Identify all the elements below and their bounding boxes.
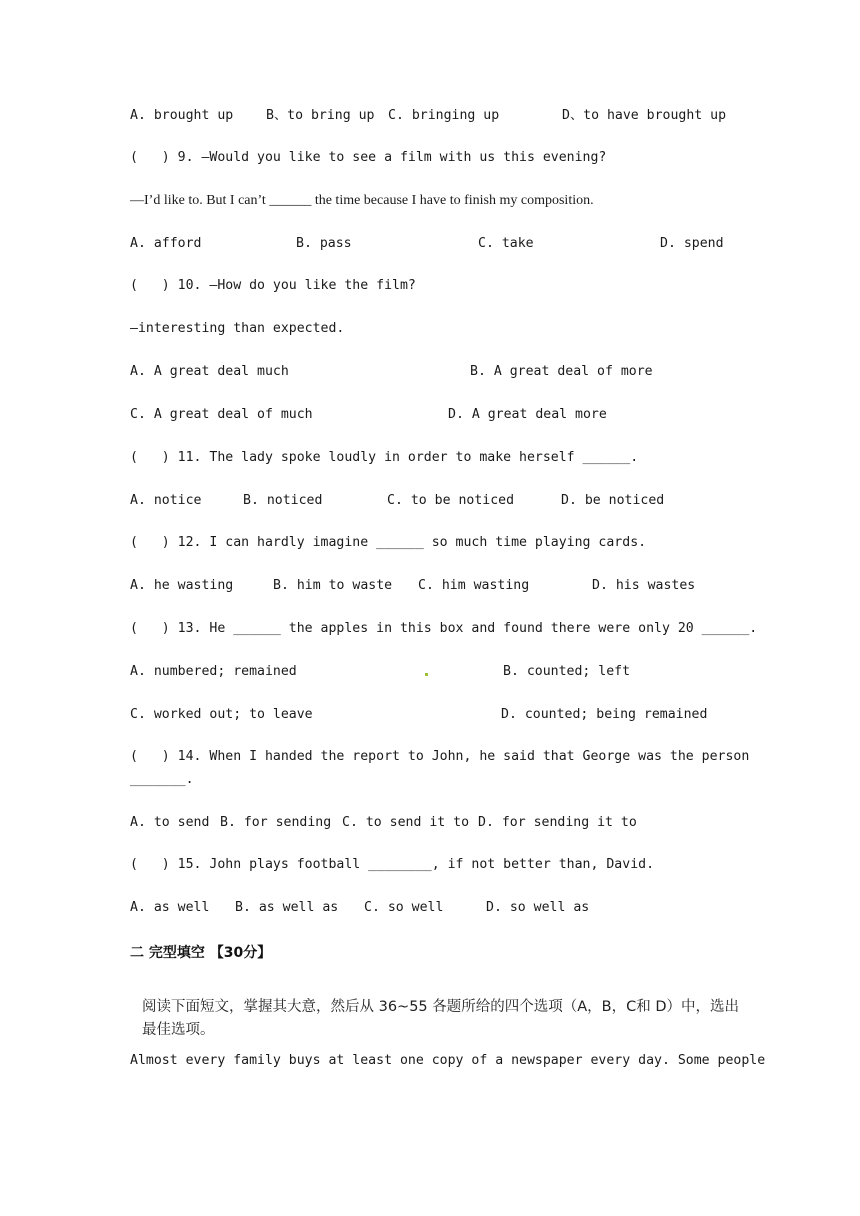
q15-option-c: C. so well	[364, 900, 444, 915]
q12-stem: ( ) 12. I can hardly imagine ______ so much time playing cards.	[130, 535, 647, 550]
q11-option-c: C. to be noticed	[387, 493, 515, 508]
q14-stem: ( ) 14. When I handed the report to John, he said that George was the person	[130, 749, 750, 764]
q9-option-b: B. pass	[296, 236, 352, 251]
q11-stem: ( ) 11. The lady spoke loudly in order to make herself ______.	[130, 450, 639, 465]
q14-stem-continued: _______.	[130, 772, 194, 787]
q10-option-a: A. A great deal much	[130, 364, 289, 379]
q10-option-c: C. A great deal of much	[130, 407, 313, 422]
q13-option-d: D. counted; being remained	[501, 707, 708, 722]
q9-stem: ( ) 9. —Would you like to see a film with us this evening?	[130, 150, 607, 165]
q10-reply: —interesting than expected.	[130, 321, 345, 336]
stray-dot	[425, 673, 428, 676]
q14-option-d: D. for sending it to	[478, 815, 637, 830]
q9-option-c: C. take	[478, 236, 534, 251]
q9-reply: —I’d like to. But I can’t ______ the time because I have to finish my composition.	[130, 193, 594, 208]
q10-option-d: D. A great deal more	[448, 407, 607, 422]
q12-option-d: D. his wastes	[592, 578, 696, 593]
q10-stem: ( ) 10. —How do you like the film?	[130, 278, 416, 293]
section-instruction: 阅读下面短文，掌握其大意，然后从 36~55 各题所给的四个选项（A，B，C和 D）中，选出最佳选项。	[142, 999, 740, 1038]
q13-option-c: C. worked out; to leave	[130, 707, 313, 722]
q12-option-a: A. he wasting	[130, 578, 234, 593]
q9-option-a: A. afford	[130, 236, 202, 251]
q15-option-d: D. so well as	[486, 900, 590, 915]
q14-option-b: B. for sending	[220, 815, 332, 830]
q8-option-c: C. bringing up	[388, 108, 500, 123]
q13-stem: ( ) 13. He ______ the apples in this box and found there were only 20 ______.	[130, 621, 758, 636]
q15-option-b: B. as well as	[235, 900, 339, 915]
q14-option-a: A. to send	[130, 815, 210, 830]
q13-option-a: A. numbered; remained	[130, 664, 297, 679]
q8-option-a: A. brought up	[130, 108, 234, 123]
section-heading: 二 完型填空 【30分】	[130, 945, 272, 961]
q9-option-d: D. spend	[660, 236, 724, 251]
q12-option-c: C. him wasting	[418, 578, 530, 593]
q13-option-b: B. counted; left	[503, 664, 631, 679]
q14-option-c: C. to send it to	[342, 815, 470, 830]
q11-option-a: A. notice	[130, 493, 202, 508]
passage-first-line: Almost every family buys at least one copy of a newspaper every day. Some people	[130, 1053, 766, 1068]
q8-option-b: B、to bring up	[266, 108, 375, 123]
q11-option-d: D. be noticed	[561, 493, 665, 508]
q8-option-d: D、to have brought up	[562, 108, 727, 123]
q10-option-b: B. A great deal of more	[470, 364, 653, 379]
q15-option-a: A. as well	[130, 900, 210, 915]
q12-option-b: B. him to waste	[273, 578, 393, 593]
q15-stem: ( ) 15. John plays football ________, if not better than, David.	[130, 857, 655, 872]
q11-option-b: B. noticed	[243, 493, 323, 508]
